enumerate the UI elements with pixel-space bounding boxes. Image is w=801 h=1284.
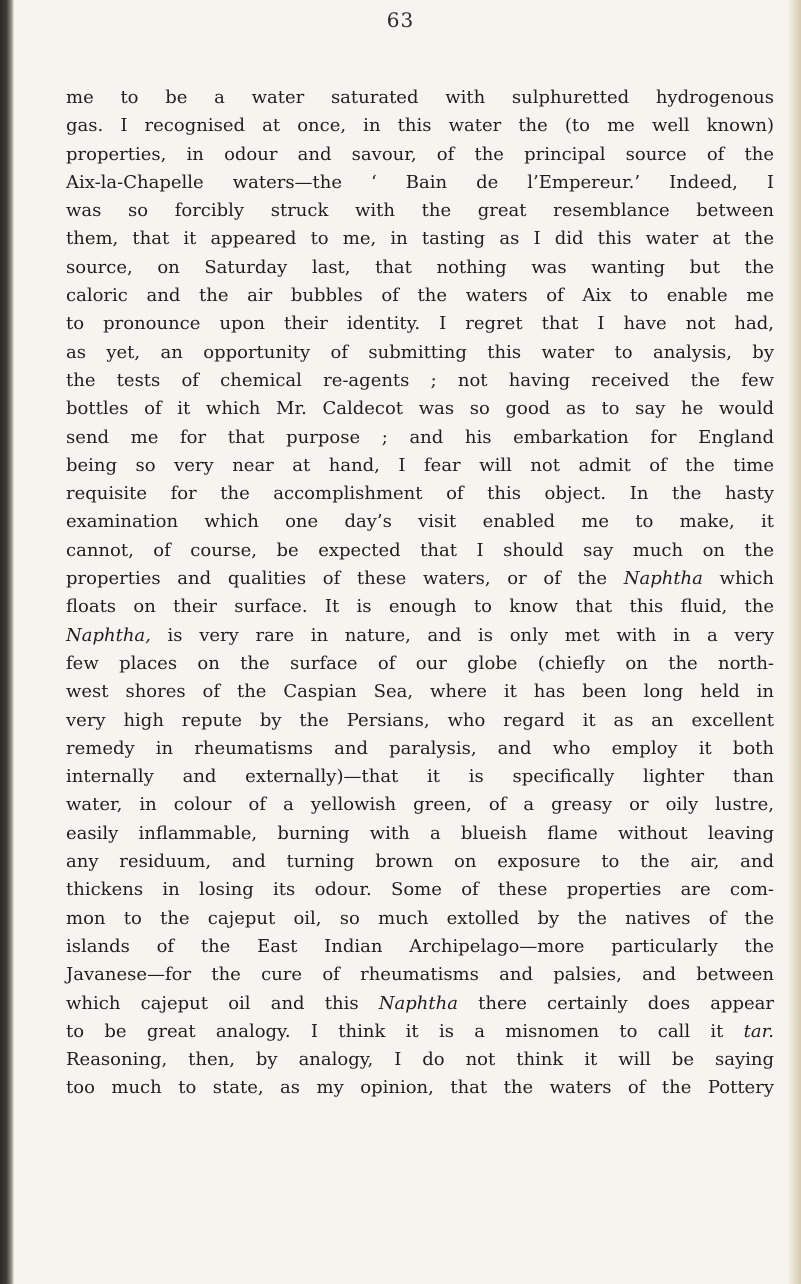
text-line: any residuum, and turning brown on exposure to the air, and: [66, 851, 774, 873]
italic-term: Naphtha: [623, 568, 703, 590]
text-segment: which cajeput oil and this: [66, 992, 379, 1014]
text-line: them, that it appeared to me, in tasting as I did this water at the: [66, 228, 774, 250]
text-line: source, on Saturday last, that nothing was wanting but the: [66, 256, 774, 278]
italic-term: Naphtha: [378, 992, 458, 1014]
text-line: very high repute by the Persians, who regard it as an excellent: [66, 709, 774, 731]
text-line: [66, 622, 774, 650]
page-edge: [787, 0, 801, 1284]
text-line: remedy in rheumatisms and paralysis, and who employ it both: [66, 737, 774, 759]
text-line: [66, 990, 774, 1018]
text-line: send me for that purpose ; and his embarkation for England: [66, 426, 774, 448]
text-line: Reasoning, then, by analogy, I do not think it will be saying: [66, 1049, 774, 1071]
text-line: water, in colour of a yellowish green, of a greasy or oily lustre,: [66, 794, 774, 816]
text-line: Javanese—for the cure of rheumatisms and palsies, and between: [66, 964, 774, 986]
text-line: me to be a water saturated with sulphuretted hydrogenous: [66, 87, 774, 108]
text-segment: which: [702, 568, 774, 590]
body-text: [66, 84, 774, 1103]
text-line: requisite for the accomplishment of this object. In the hasty: [66, 483, 774, 505]
text-line: to pronounce upon their identity. I regret that I have not had,: [66, 313, 774, 335]
text-segment: to be great analogy. I think it is a misnomen to call it: [66, 1020, 744, 1042]
text-line: gas. I recognised at once, in this water the (to me well known): [66, 115, 774, 137]
text-line: easily inflammable, burning with a blueish flame without leaving: [66, 822, 774, 844]
text-line: [66, 565, 774, 593]
text-line: cannot, of course, be expected that I should say much on the: [66, 539, 774, 561]
text-line: internally and externally)—that it is specifically lighter than: [66, 766, 774, 788]
text-segment: is very rare in nature, and is only met with in a very: [150, 624, 774, 646]
text-line: west shores of the Caspian Sea, where it has been long held in: [66, 681, 774, 703]
italic-term: tar.: [743, 1020, 774, 1042]
text-line: Aix-la-Chapelle waters—the ‘ Bain de l’Empereur.’ Indeed, I: [66, 171, 774, 193]
text-line: properties, in odour and savour, of the principal source of the: [66, 143, 774, 165]
text-segment: properties and qualities of these waters, or of the: [66, 568, 624, 590]
text-line: islands of the East Indian Archipelago—more particularly the: [66, 935, 774, 957]
text-line: examination which one day’s visit enabled me to make, it: [66, 511, 774, 533]
text-segment: there certainly does appear: [457, 992, 775, 1014]
text-line: mon to the cajeput oil, so much extolled by the natives of the: [66, 907, 774, 929]
text-line: the tests of chemical re-agents ; not having received the few: [66, 369, 774, 391]
italic-term: Naphtha,: [66, 624, 151, 646]
text-line: was so forcibly struck with the great resemblance between: [66, 200, 774, 222]
text-line: [66, 1018, 774, 1046]
text-line: caloric and the air bubbles of the waters of Aix to enable me: [66, 285, 774, 307]
text-line: thickens in losing its odour. Some of these properties are com-: [66, 879, 774, 901]
text-line: bottles of it which Mr. Caldecot was so good as to say he would: [66, 398, 774, 420]
text-line: few places on the surface of our globe (chiefly on the north-: [66, 652, 774, 674]
page-number: 63: [386, 8, 415, 32]
text-line: too much to state, as my opinion, that the waters of the Pottery: [66, 1077, 774, 1099]
text-line: floats on their surface. It is enough to know that this fluid, the: [66, 596, 774, 618]
text-line: being so very near at hand, I fear will not admit of the time: [66, 454, 774, 476]
book-binding-shadow: [0, 0, 14, 1284]
text-line: as yet, an opportunity of submitting this water to analysis, by: [66, 341, 774, 363]
